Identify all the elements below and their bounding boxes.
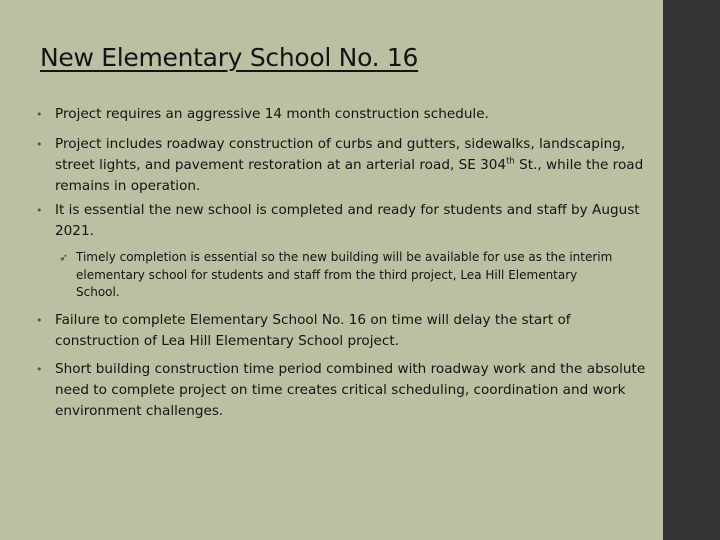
slide-title: New Elementary School No. 16	[40, 43, 419, 72]
bullet-item-challenges	[36, 359, 655, 422]
bullet-text: Short building construction time period combined with roadway work and the absolute need to complete project on time creates critical scheduling, coordination and work environment challenges.	[55, 361, 646, 419]
bullet-text: Project requires an aggressive 14 month construction schedule.	[55, 106, 489, 122]
bullet-item-schedule	[36, 104, 655, 125]
dark-side-panel	[663, 0, 720, 540]
bullet-text: It is essential the new school is completed and ready for students and staff by August 2021.	[55, 202, 640, 239]
sub-bullet-item-timely	[59, 249, 621, 302]
sub-bullet-arrow-icon: ➶	[59, 251, 69, 264]
bullet-dot-icon: •	[36, 363, 43, 376]
bullet-item-failure	[36, 310, 655, 352]
bullet-dot-icon: •	[36, 108, 43, 121]
bullet-dot-icon: •	[36, 138, 43, 151]
bullet-item-completion	[36, 200, 655, 242]
bullet-item-roadway	[36, 134, 655, 197]
sub-bullet-text: Timely completion is essential so the new building will be available for use as the interim elementary school for students and staff from the third project, Lea Hill Elementary School.	[76, 250, 613, 299]
bullet-dot-icon: •	[36, 314, 43, 327]
bullet-text-part-b: St., while the road remains in operation.	[55, 157, 644, 194]
bullet-text: Failure to complete Elementary School No. 16 on time will delay the start of construction of Lea Hill Elementary School project.	[55, 312, 571, 349]
bullet-dot-icon: •	[36, 204, 43, 217]
bullet-text-part-a: Project includes roadway construction of curbs and gutters, sidewalks, landscaping, street lights, and pavement restoration at an arterial road, SE 304	[55, 136, 626, 173]
ordinal-suffix: th	[506, 156, 515, 167]
